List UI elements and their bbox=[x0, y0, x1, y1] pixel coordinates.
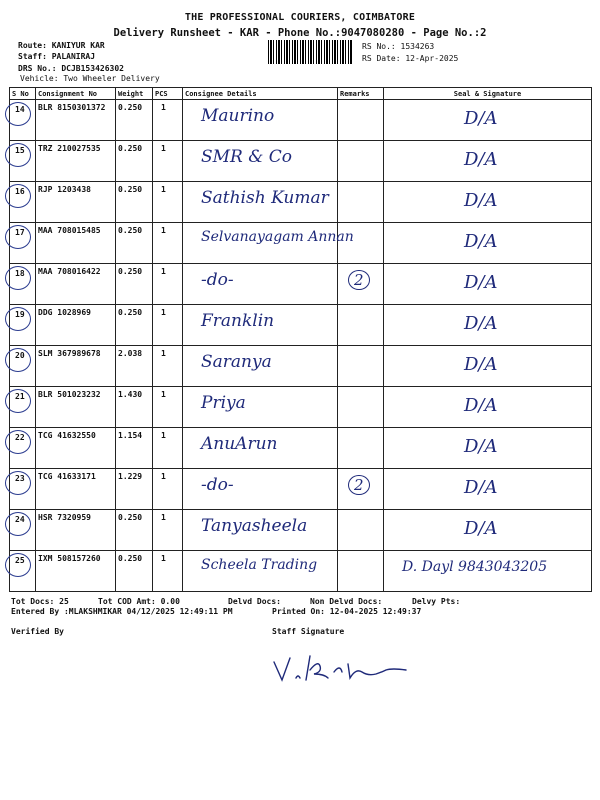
weight-cell: 0.250 bbox=[116, 182, 153, 223]
pcs-cell: 1 bbox=[153, 387, 183, 428]
sno-cell bbox=[10, 305, 36, 346]
weight-cell: 0.250 bbox=[116, 100, 153, 141]
table-row bbox=[10, 182, 592, 223]
seal-handwriting: D/A bbox=[464, 354, 498, 375]
header-remarks: Remarks bbox=[338, 88, 384, 100]
remarks-cell bbox=[338, 264, 384, 305]
table-header-row bbox=[10, 88, 592, 100]
header-pcs: PCS bbox=[153, 88, 183, 100]
consignee-cell bbox=[183, 141, 338, 182]
sno-circle-mark bbox=[5, 471, 31, 495]
pcs-cell: 1 bbox=[153, 469, 183, 510]
remarks-cell bbox=[338, 141, 384, 182]
seal-cell bbox=[384, 428, 592, 469]
table-row bbox=[10, 551, 592, 592]
table-row bbox=[10, 305, 592, 346]
remarks-cell bbox=[338, 510, 384, 551]
sno-cell bbox=[10, 469, 36, 510]
sno-circle-mark bbox=[5, 430, 31, 454]
printed-on: Printed On: 12-04-2025 12:49:37 bbox=[272, 607, 422, 616]
sno-cell bbox=[10, 387, 36, 428]
seal-handwriting: D/A bbox=[464, 477, 498, 498]
staff-signature-scribble bbox=[270, 650, 410, 690]
seal-cell bbox=[384, 469, 592, 510]
weight-cell: 0.250 bbox=[116, 141, 153, 182]
seal-cell bbox=[384, 100, 592, 141]
remarks-cell bbox=[338, 182, 384, 223]
weight-cell: 0.250 bbox=[116, 223, 153, 264]
table-row bbox=[10, 510, 592, 551]
vehicle-label: Vehicle: Two Wheeler Delivery bbox=[20, 74, 160, 83]
header-weight: Weight bbox=[116, 88, 153, 100]
sno-cell bbox=[10, 551, 36, 592]
remarks-cell bbox=[338, 428, 384, 469]
pcs-cell: 1 bbox=[153, 100, 183, 141]
runsheet-table bbox=[9, 87, 592, 592]
staff-label: Staff: PALANIRAJ bbox=[18, 52, 96, 61]
consignment-cell: IXM 508157260 bbox=[36, 551, 116, 592]
sno-cell bbox=[10, 428, 36, 469]
consignee-handwriting: Sathish Kumar bbox=[201, 188, 329, 208]
sno-value: 16 bbox=[15, 187, 25, 196]
consignment-cell: TCG 41633171 bbox=[36, 469, 116, 510]
table-row bbox=[10, 223, 592, 264]
table-row bbox=[10, 100, 592, 141]
consignment-cell: MAA 708016422 bbox=[36, 264, 116, 305]
seal-cell bbox=[384, 346, 592, 387]
table-row bbox=[10, 469, 592, 510]
header-sno: S No bbox=[10, 88, 36, 100]
rs-date-label: RS Date: 12-Apr-2025 bbox=[362, 54, 459, 63]
seal-handwriting: D/A bbox=[464, 436, 498, 457]
weight-cell: 0.250 bbox=[116, 510, 153, 551]
consignment-cell: TCG 41632550 bbox=[36, 428, 116, 469]
sno-value: 21 bbox=[15, 392, 25, 401]
header-seal: Seal & Signature bbox=[384, 88, 592, 100]
weight-cell: 1.430 bbox=[116, 387, 153, 428]
sno-value: 24 bbox=[15, 515, 25, 524]
runsheet-title: Delivery Runsheet - KAR - Phone No.:9047080280 - Page No.:2 bbox=[113, 27, 487, 39]
seal-cell bbox=[384, 264, 592, 305]
pcs-cell: 1 bbox=[153, 510, 183, 551]
seal-handwriting: D/A bbox=[464, 108, 498, 129]
sno-value: 23 bbox=[15, 474, 25, 483]
weight-cell: 1.154 bbox=[116, 428, 153, 469]
weight-cell: 0.250 bbox=[116, 264, 153, 305]
sno-value: 22 bbox=[15, 433, 25, 442]
remarks-cell bbox=[338, 387, 384, 428]
consignee-handwriting: SMR & Co bbox=[201, 147, 293, 167]
consignee-handwriting: Saranya bbox=[201, 352, 272, 372]
sno-circle-mark bbox=[5, 143, 31, 167]
drs-no-label: DRS No.: DCJB153426302 bbox=[18, 64, 124, 73]
consignee-handwriting: Priya bbox=[201, 393, 246, 413]
seal-cell bbox=[384, 510, 592, 551]
consignee-cell bbox=[183, 469, 338, 510]
consignment-cell: DDG 1028969 bbox=[36, 305, 116, 346]
weight-cell: 0.250 bbox=[116, 551, 153, 592]
tot-docs: Tot Docs: 25 bbox=[11, 597, 69, 606]
sno-circle-mark bbox=[5, 348, 31, 372]
seal-handwriting: D/A bbox=[464, 313, 498, 334]
sno-circle-mark bbox=[5, 102, 31, 126]
barcode bbox=[268, 40, 352, 64]
consignee-cell bbox=[183, 100, 338, 141]
sno-circle-mark bbox=[5, 512, 31, 536]
table-row bbox=[10, 264, 592, 305]
remarks-cell bbox=[338, 551, 384, 592]
pcs-cell: 1 bbox=[153, 551, 183, 592]
consignee-handwriting: Maurino bbox=[201, 106, 275, 126]
consignment-cell: TRZ 210027535 bbox=[36, 141, 116, 182]
table-row bbox=[10, 428, 592, 469]
verified-by-label: Verified By bbox=[11, 627, 64, 636]
sno-cell bbox=[10, 141, 36, 182]
consignee-cell bbox=[183, 428, 338, 469]
consignee-cell bbox=[183, 551, 338, 592]
sno-value: 15 bbox=[15, 146, 25, 155]
sno-value: 25 bbox=[15, 556, 25, 565]
remarks-cell bbox=[338, 223, 384, 264]
consignment-cell: RJP 1203438 bbox=[36, 182, 116, 223]
seal-cell bbox=[384, 223, 592, 264]
header-consignment: Consignment No bbox=[36, 88, 116, 100]
staff-signature-label: Staff Signature bbox=[272, 627, 345, 636]
sno-circle-mark bbox=[5, 389, 31, 413]
sno-circle-mark bbox=[5, 553, 31, 577]
seal-handwriting: D. Dayl 9843043205 bbox=[402, 559, 548, 575]
sno-circle-mark bbox=[5, 184, 31, 208]
weight-cell: 0.250 bbox=[116, 305, 153, 346]
remarks-cell bbox=[338, 305, 384, 346]
consignment-cell: MAA 708015485 bbox=[36, 223, 116, 264]
remarks-cell bbox=[338, 346, 384, 387]
consignment-cell: HSR 7320959 bbox=[36, 510, 116, 551]
seal-handwriting: D/A bbox=[464, 518, 498, 539]
seal-cell bbox=[384, 551, 592, 592]
delvd-docs: Delvd Docs: bbox=[228, 597, 281, 606]
sno-value: 18 bbox=[15, 269, 25, 278]
sno-cell bbox=[10, 100, 36, 141]
sno-cell bbox=[10, 346, 36, 387]
company-title: THE PROFESSIONAL COURIERS, COIMBATORE bbox=[184, 12, 416, 23]
consignee-cell bbox=[183, 387, 338, 428]
sno-cell bbox=[10, 223, 36, 264]
consignee-handwriting: Selvanayagam Annan bbox=[201, 229, 354, 245]
rs-no-label: RS No.: 1534263 bbox=[362, 42, 435, 51]
seal-handwriting: D/A bbox=[464, 231, 498, 252]
weight-cell: 2.038 bbox=[116, 346, 153, 387]
sno-value: 19 bbox=[15, 310, 25, 319]
pcs-cell: 1 bbox=[153, 264, 183, 305]
remark-handwriting: 2 bbox=[348, 270, 370, 290]
sno-value: 17 bbox=[15, 228, 25, 237]
seal-cell bbox=[384, 305, 592, 346]
seal-cell bbox=[384, 141, 592, 182]
sno-circle-mark bbox=[5, 266, 31, 290]
sno-value: 20 bbox=[15, 351, 25, 360]
consignee-handwriting: AnuArun bbox=[201, 434, 278, 454]
consignment-cell: SLM 367989678 bbox=[36, 346, 116, 387]
pcs-cell: 1 bbox=[153, 182, 183, 223]
table-row bbox=[10, 346, 592, 387]
seal-handwriting: D/A bbox=[464, 149, 498, 170]
delvy-pts: Delvy Pts: bbox=[412, 597, 461, 606]
sno-circle-mark bbox=[5, 307, 31, 331]
route-label: Route: KANIYUR KAR bbox=[18, 41, 105, 50]
remarks-cell bbox=[338, 469, 384, 510]
consignee-handwriting: Tanyasheela bbox=[201, 516, 308, 536]
consignee-cell bbox=[183, 346, 338, 387]
pcs-cell: 1 bbox=[153, 305, 183, 346]
entered-by: Entered By :MLAKSHMIKAR 04/12/2025 12:49:11 PM bbox=[11, 607, 233, 616]
sno-circle-mark bbox=[5, 225, 31, 249]
seal-handwriting: D/A bbox=[464, 190, 498, 211]
sno-cell bbox=[10, 510, 36, 551]
remark-handwriting: 2 bbox=[348, 475, 370, 495]
consignment-cell: BLR 501023232 bbox=[36, 387, 116, 428]
consignee-handwriting: -do- bbox=[201, 475, 234, 495]
remarks-cell bbox=[338, 100, 384, 141]
non-delvd-docs: Non Delvd Docs: bbox=[310, 597, 383, 606]
sno-cell bbox=[10, 264, 36, 305]
pcs-cell: 1 bbox=[153, 346, 183, 387]
consignee-cell bbox=[183, 264, 338, 305]
weight-cell: 1.229 bbox=[116, 469, 153, 510]
consignee-cell bbox=[183, 305, 338, 346]
pcs-cell: 1 bbox=[153, 428, 183, 469]
consignee-cell bbox=[183, 182, 338, 223]
consignment-cell: BLR 8150301372 bbox=[36, 100, 116, 141]
seal-cell bbox=[384, 182, 592, 223]
seal-cell bbox=[384, 387, 592, 428]
pcs-cell: 1 bbox=[153, 223, 183, 264]
table-row bbox=[10, 141, 592, 182]
tot-cod: Tot COD Amt: 0.00 bbox=[98, 597, 180, 606]
header-consignee: Consignee Details bbox=[183, 88, 338, 100]
sno-cell bbox=[10, 182, 36, 223]
seal-handwriting: D/A bbox=[464, 272, 498, 293]
pcs-cell: 1 bbox=[153, 141, 183, 182]
table-row bbox=[10, 387, 592, 428]
sno-value: 14 bbox=[15, 105, 25, 114]
consignee-cell bbox=[183, 510, 338, 551]
consignee-cell bbox=[183, 223, 354, 264]
seal-handwriting: D/A bbox=[464, 395, 498, 416]
consignee-handwriting: Franklin bbox=[201, 311, 275, 331]
consignee-handwriting: Scheela Trading bbox=[201, 557, 318, 573]
consignee-handwriting: -do- bbox=[201, 270, 234, 290]
